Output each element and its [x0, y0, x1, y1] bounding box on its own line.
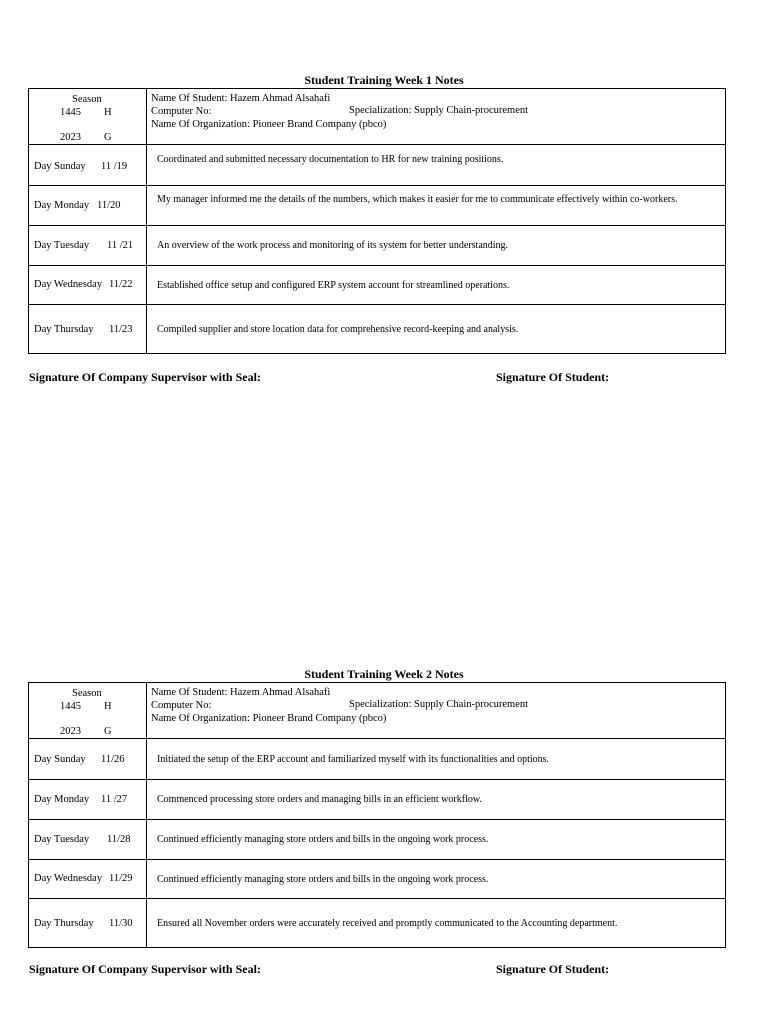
day-row [29, 820, 725, 860]
day-name: Day Sunday [34, 754, 86, 765]
hijri-year: 1445 [60, 701, 81, 712]
day-date: 11/26 [101, 754, 125, 765]
day-note: Established office setup and configured ERP system account for streamlined operations. [157, 280, 510, 291]
specialization: Specialization: Supply Chain-procurement [349, 105, 529, 116]
day-date: 11/22 [109, 279, 133, 290]
day-note: Ensured all November orders were accurately received and promptly communicated to the Accounting department. [157, 918, 618, 929]
day-note: Compiled supplier and store location data for comprehensive record-keeping and analysis. [157, 324, 519, 335]
day-date: 11 /19 [101, 161, 128, 172]
day-date: 11/29 [109, 873, 133, 884]
day-row [29, 899, 725, 947]
day-name: Day Thursday [34, 918, 94, 929]
day-name: Day Tuesday [34, 834, 90, 845]
day-note: Commenced processing store orders and managing bills in an efficient workflow. [157, 794, 482, 805]
signature-student: Signature Of Student: [496, 370, 610, 384]
day-note: Continued efficiently managing store orders and bills in the ongoing work process. [157, 874, 489, 885]
day-row [29, 860, 725, 899]
hijri-mark: H [104, 107, 112, 118]
day-note: An overview of the work process and monitoring of its system for better understanding. [157, 240, 509, 251]
signature-student: Signature Of Student: [496, 962, 610, 976]
season-cell [29, 683, 147, 738]
student-name: Name Of Student: Hazem Ahmad Alsahafi [151, 687, 331, 698]
greg-mark: G [104, 132, 112, 143]
day-name: Day Monday [34, 200, 90, 211]
day-row [29, 780, 725, 820]
week-title: Student Training Week 2 Notes [304, 667, 464, 681]
organization: Name Of Organization: Pioneer Brand Company (pbco) [151, 713, 387, 724]
week-title: Student Training Week 1 Notes [304, 73, 464, 87]
student-name: Name Of Student: Hazem Ahmad Alsahafi [151, 93, 331, 104]
day-date: 11 /27 [101, 794, 128, 805]
day-note: Initiated the setup of the ERP account and familiarized myself with its functionalities and options. [157, 754, 550, 765]
signature-supervisor: Signature Of Company Supervisor with Seal: [29, 962, 261, 976]
day-date: 11/23 [109, 324, 133, 335]
greg-mark: G [104, 726, 112, 737]
organization: Name Of Organization: Pioneer Brand Company (pbco) [151, 119, 387, 130]
header-row [29, 89, 725, 145]
day-date: 11/20 [97, 200, 121, 211]
hijri-mark: H [104, 701, 112, 712]
student-info-cell [147, 683, 725, 738]
day-name: Day Thursday [34, 324, 94, 335]
day-row [29, 145, 725, 186]
day-note: Coordinated and submitted necessary documentation to HR for new training positions. [157, 154, 504, 165]
hijri-year: 1445 [60, 107, 81, 118]
day-date: 11/28 [107, 834, 131, 845]
greg-year: 2023 [60, 132, 81, 143]
season-cell [29, 89, 147, 144]
signature-supervisor: Signature Of Company Supervisor with Seal: [29, 370, 261, 384]
day-date: 11 /21 [107, 240, 134, 251]
greg-year: 2023 [60, 726, 81, 737]
day-name: Day Wednesday [34, 279, 103, 290]
student-info-cell [147, 89, 725, 144]
season-label: Season [72, 94, 102, 105]
header-row [29, 683, 725, 739]
day-row [29, 305, 725, 353]
week-table [28, 88, 726, 354]
day-note: Continued efficiently managing store orders and bills in the ongoing work process. [157, 834, 489, 845]
season-label: Season [72, 688, 102, 699]
day-date: 11/30 [109, 918, 133, 929]
day-name: Day Sunday [34, 161, 86, 172]
day-row [29, 266, 725, 305]
day-name: Day Wednesday [34, 873, 103, 884]
day-row [29, 226, 725, 266]
week-table [28, 682, 726, 948]
computer-no: Computer No: [151, 700, 212, 711]
day-note: My manager informed me the details of the numbers, which makes it easier for me to communicate effectively within co-workers. [157, 194, 678, 205]
day-row [29, 739, 725, 780]
computer-no: Computer No: [151, 106, 212, 117]
specialization: Specialization: Supply Chain-procurement [349, 699, 529, 710]
day-row [29, 186, 725, 226]
day-name: Day Tuesday [34, 240, 90, 251]
day-name: Day Monday [34, 794, 90, 805]
